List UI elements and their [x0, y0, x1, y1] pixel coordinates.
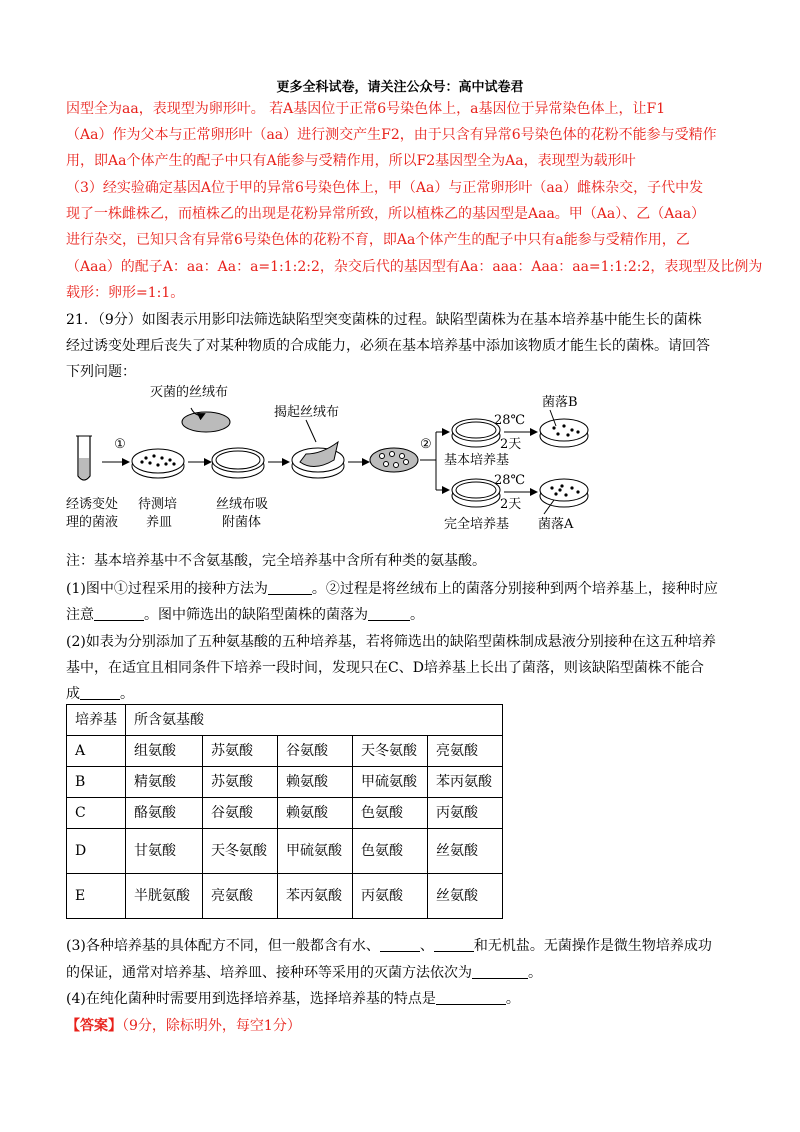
basic-medium-label: 基本培养基: [444, 453, 510, 468]
sub-question-1: (1)图中①过程采用的接种方法为 。②过程是将丝绒布上的菌落分别接种到两个培养基上，接种时应: [66, 581, 718, 597]
tube-caption: 经诱变处: [66, 497, 119, 512]
velvet-caption: 丝绒布吸: [216, 497, 269, 512]
answer-line: 载形：卵形=1:1。: [66, 285, 185, 301]
days-bottom: 2天: [500, 497, 522, 512]
dish-caption: 养皿: [146, 515, 173, 530]
answer-blank[interactable]: [368, 606, 410, 621]
step2-label: ②: [420, 437, 432, 452]
test-tube-icon: [76, 436, 92, 480]
answer-blank[interactable]: [472, 964, 528, 979]
answer-blank[interactable]: [268, 580, 312, 595]
answer-note: （9分，除标明外，每空1分）: [122, 1018, 301, 1034]
lift-velvet-dish: [292, 442, 344, 478]
table-row: B 精氨酸 苏氨酸 赖氨酸 甲硫氨酸 苯丙氨酸: [67, 767, 503, 798]
table-row: D 甘氨酸 天冬氨酸 甲硫氨酸 色氨酸 丝氨酸: [67, 829, 503, 874]
complete-medium-dish: [452, 479, 500, 507]
days-top: 2天: [500, 437, 522, 452]
answer-line: （Aa）作为父本与正常卵形叶（aa）进行测交产生F2，由于只含有异常6号染色体的花粉不能参与受精作: [66, 127, 717, 143]
complete-medium-label: 完全培养基: [444, 517, 510, 532]
answer-tag: 【答案】: [66, 1018, 122, 1034]
sub-question-2-cont: 基中，在适宜且相同条件下培养一段时间，发现只在C、D培养基上长出了菌落，则该缺陷型菌株不能合: [66, 660, 704, 676]
sub-question-2: (2)如表为分别添加了五种氨基酸的五种培养基，若将筛选出的缺陷型菌株制成悬液分别接种在这五种培养: [66, 634, 716, 650]
sub-question-3-cont: 的保证，通常对培养基、培养皿、接种环等采用的灭菌方法依次为 。: [66, 965, 542, 981]
table-row: A 组氨酸 苏氨酸 谷氨酸 天冬氨酸 亮氨酸: [67, 736, 503, 767]
tube-caption: 理的菌液: [66, 515, 119, 530]
velvet-label: 灭菌的丝绒布: [150, 385, 229, 400]
answer-line: （3）经实验确定基因A位于甲的异常6号染色体上，甲（Aa）与正常卵形叶（aa）雌株杂交，子代中发: [66, 180, 704, 196]
colony-b-label: 菌落B: [542, 395, 578, 410]
answer-blank[interactable]: [380, 937, 420, 952]
answer-line: 现了一株雌株乙，而植株乙的出现是花粉异常所致，所以植株乙的基因型是Aaa。甲（Aa）、乙（Aaa）: [66, 206, 706, 222]
temp-top: 28℃: [494, 413, 526, 428]
table-header: 培养基: [67, 705, 126, 736]
answer-line: 因型全为aa，表现型为卵形叶。 若A基因位于正常6号染色体上，a基因位于异常染色体上，让F1: [66, 101, 666, 117]
sub-question-1-cont: 注意 。图中筛选出的缺陷型菌株的菌落为 。: [66, 607, 424, 623]
question-intro: 21．（9分）如图表示用影印法筛选缺陷型突变菌株的过程。缺陷型菌株为在基本培养基中能生长的菌株: [66, 312, 702, 328]
answer-blank[interactable]: [94, 606, 144, 621]
answer-blank[interactable]: [436, 990, 506, 1005]
question-intro: 经过诱变处理后丧失了对某种物质的合成能力，必须在基本培养基中添加该物质才能生长的菌株。请回答: [66, 338, 710, 354]
diagram-note: 注：基本培养基中不含氨基酸，完全培养基中含所有种类的氨基酸。: [66, 553, 486, 569]
table-header: 所含氨基酸: [126, 705, 503, 736]
colony-a-dish: [540, 479, 588, 507]
sub-question-4: (4)在纯化菌种时需要用到选择培养基，选择培养基的特点是 。: [66, 991, 520, 1007]
velvet-cloth: [182, 412, 230, 432]
lift-label: 揭起丝绒布: [274, 405, 340, 420]
velvet-caption: 附菌体: [222, 515, 262, 530]
petri-dish-velvet: [212, 448, 264, 478]
velvet-with-colonies: [370, 448, 418, 472]
amino-acid-table: [66, 704, 503, 919]
answer-heading: [66, 1015, 301, 1035]
page-header: 更多全科试卷，请关注公众号：高中试卷君: [276, 80, 524, 95]
table-row: C 酪氨酸 谷氨酸 赖氨酸 色氨酸 丙氨酸: [67, 798, 503, 829]
dish-caption: 待测培: [138, 497, 178, 512]
answer-line: 进行杂交，已知只含有异常6号染色体的花粉不育，即Aa个体产生的配子中只有a能参与受精作用，乙: [66, 232, 690, 248]
colony-a-label: 菌落A: [538, 517, 574, 532]
step1-label: ①: [114, 437, 126, 452]
table-row: E 半胱氨酸 亮氨酸 苯丙氨酸 丙氨酸 丝氨酸: [67, 874, 503, 919]
question-intro: 下列问题：: [66, 364, 136, 380]
petri-dish-test: [132, 449, 184, 478]
answer-line: 用，即Aa个体产生的配子中只有A能参与受精作用，所以F2基因型全为Aa，表现型为载形叶: [66, 153, 636, 169]
sub-question-3: (3)各种培养基的具体配方不同，但一般都含有水、 、 和无机盐。无菌操作是微生物培养成功: [66, 938, 712, 954]
colony-b-dish: [540, 419, 588, 447]
answer-blank[interactable]: [434, 937, 474, 952]
answer-blank[interactable]: [80, 685, 120, 700]
basic-medium-dish: [452, 419, 500, 447]
replica-plating-diagram: [66, 384, 626, 544]
temp-bottom: 28℃: [494, 473, 526, 488]
answer-line: （Aaa）的配子A：aa：Aa：a=1:1:2:2，杂交后代的基因型有Aa：aaa：Aaa：aa=1:1:2:2，表现型及比例为: [66, 259, 763, 275]
sub-question-2-end: 成 。: [66, 686, 134, 702]
